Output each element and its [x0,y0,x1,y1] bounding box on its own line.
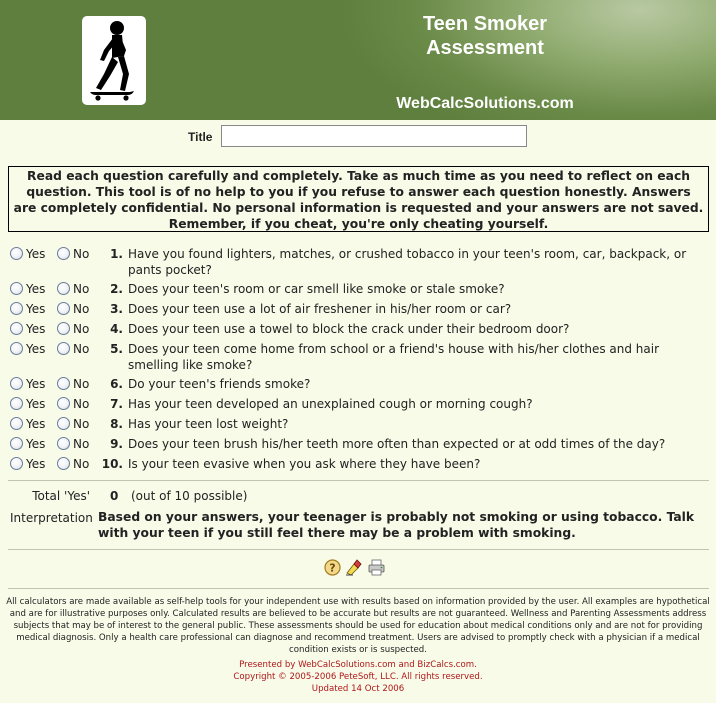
radio-circle-icon[interactable] [10,282,23,295]
question-text: Does your teen brush his/her teeth more often than expected or at odd times of the day? [128,437,666,451]
question-number: 8. [110,417,123,431]
interpretation-text: Based on your answers, your teenager is probably not smoking or using tobacco. Talk with your teen if you still feel there may be a problem with smoking. [98,510,695,540]
yes-label: Yes [26,437,46,451]
radio-circle-icon[interactable] [10,397,23,410]
yes-label: Yes [26,302,46,316]
radio-circle-icon[interactable] [10,457,23,470]
total-label: Total 'Yes' [32,489,90,503]
radio-circle-icon[interactable] [57,302,70,315]
question-text: Does your teen use a towel to block the crack under their bedroom door? [128,322,570,336]
radio-circle-icon[interactable] [10,377,23,390]
radio-circle-icon[interactable] [57,397,70,410]
no-label: No [73,397,90,411]
app-title [385,12,585,60]
question-text: Have you found lighters, matches, or crushed tobacco in your teen's room, car, backpack, or pants pocket? [128,247,687,277]
title-label: Title [188,130,213,144]
question-number: 5. [110,342,123,356]
radio-circle-icon[interactable] [10,322,23,335]
question-number: 6. [110,377,123,391]
question-text: Is your teen evasive when you ask where they have been? [128,457,481,471]
yes-label: Yes [26,322,46,336]
radio-circle-icon[interactable] [10,247,23,260]
radio-circle-icon[interactable] [10,417,23,430]
question-text: Does your teen come home from school or a friend's house with his/her clothes and hair smelling like smoke? [128,342,660,372]
footer-copyright: Copyright © 2005-2006 PeteSoft, LLC. All rights reserved. [233,672,483,682]
app-title-line2: Assessment [426,37,544,59]
radio-circle-icon[interactable] [57,247,70,260]
yes-label: Yes [26,377,46,391]
no-label: No [73,377,90,391]
no-label: No [73,302,90,316]
no-label: No [73,417,90,431]
question-text: Does your teen use a lot of air freshener in his/her room or car? [128,302,512,316]
logo [82,16,146,105]
title-input[interactable] [221,125,527,147]
svg-text:?: ? [329,561,336,575]
no-label: No [73,247,90,261]
no-label: No [73,282,90,296]
clear-icon[interactable] [345,559,362,576]
question-number: 2. [110,282,123,296]
yes-label: Yes [26,417,46,431]
question-number: 4. [110,322,123,336]
radio-circle-icon[interactable] [57,437,70,450]
question-number: 3. [110,302,123,316]
skateboarder-icon [82,16,146,105]
radio-circle-icon[interactable] [57,342,70,355]
question-text: Do your teen's friends smoke? [128,377,311,391]
question-text: Has your teen lost weight? [128,417,289,431]
total-note: (out of 10 possible) [131,489,248,503]
no-label: No [73,322,90,336]
footer-presented: Presented by WebCalcSolutions.com and BizCalcs.com. [239,660,477,670]
header-banner [0,0,716,120]
radio-circle-icon[interactable] [57,377,70,390]
print-icon[interactable] [368,559,385,576]
divider [8,480,709,481]
yes-label: Yes [26,282,46,296]
instructions-notice: Read each question carefully and completely. Take as much time as you need to reflect on each question. This tool is of no help to you if you refuse to answer each question honestly. Answers are completely confidential. No personal information is requested and your answers are not saved. Remember, if you cheat, you're only cheating yourself. [8,166,709,232]
title-row [0,125,716,149]
disclaimer: All calculators are made available as self-help tools for your independent use with results based on information provided by the user. All examples are hypothetical and are for illustrative purposes only. Calculated results are believed to be accurate but results are not guaranteed. Wellness and Parenting Assessments address subjects that may be of interest to the general public. These assessments should be used for education about medical conditions only and are not for providing medical diagnosis. Only a health care professional can diagnose and recommend treatment. Users are advised to promptly check with a physician if a medical condition exists or is suspected. [6,597,710,656]
radio-circle-icon[interactable] [57,282,70,295]
question-text: Has your teen developed an unexplained cough or morning cough? [128,397,533,411]
yes-label: Yes [26,457,46,471]
no-label: No [73,342,90,356]
radio-circle-icon[interactable] [57,417,70,430]
no-label: No [73,437,90,451]
question-number: 9. [110,437,123,451]
yes-label: Yes [26,342,46,356]
question-number: 10. [101,457,123,471]
question-text: Does your teen's room or car smell like smoke or stale smoke? [128,282,505,296]
radio-circle-icon[interactable] [10,437,23,450]
radio-circle-icon[interactable] [10,342,23,355]
no-label: No [73,457,90,471]
question-number: 7. [110,397,123,411]
radio-circle-icon[interactable] [57,322,70,335]
radio-circle-icon[interactable] [10,302,23,315]
yes-label: Yes [26,247,46,261]
divider [8,588,709,589]
radio-circle-icon[interactable] [57,457,70,470]
site-name: WebCalcSolutions.com [396,95,574,112]
question-number: 1. [110,247,123,261]
yes-label: Yes [26,397,46,411]
total-value: 0 [110,489,119,503]
help-icon[interactable] [324,559,341,576]
footer-updated: Updated 14 Oct 2006 [311,684,405,694]
divider [8,549,709,550]
interpretation-label: Interpretation [10,511,93,525]
app-title-line1: Teen Smoker [422,13,548,35]
